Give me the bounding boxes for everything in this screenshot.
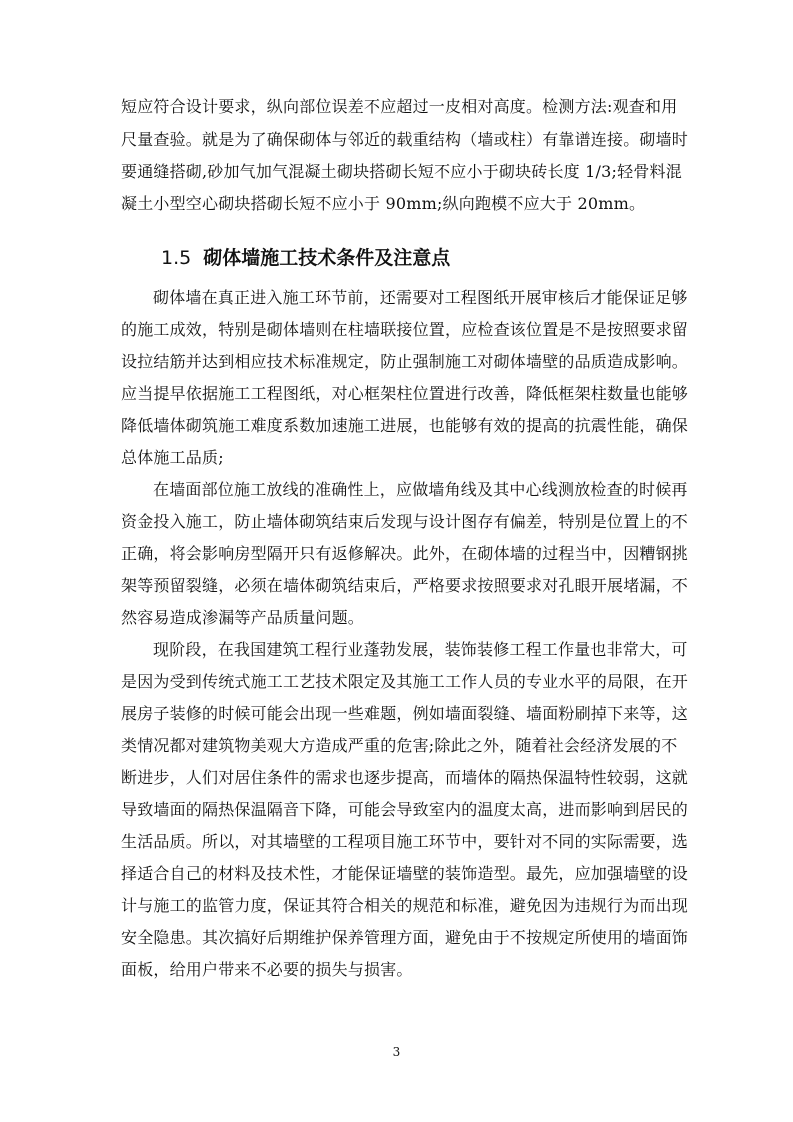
paragraph-line: 要通缝搭砌,砂加气加气混凝土砌块搭砌长短不应小于砌块砖长度 1/3;轻骨料混 — [121, 162, 682, 181]
paragraph-line: 设拉结筋并达到相应技术标准规定，防止强制施工对砌体墙壁的品质造成影响。 — [121, 352, 689, 371]
paragraph-line: 架等预留裂缝，必须在墙体砌筑结束后，严格要求按照要求对孔眼开展堵漏，不 — [121, 576, 689, 595]
paragraph-line: 导致墙面的隔热保温隔音下降，可能会导致室内的温度太高，进而影响到居民的 — [121, 800, 689, 819]
paragraph-line: 断进步，人们对居住条件的需求也逐步提高，而墙体的隔热保温特性较弱，这就 — [121, 768, 689, 787]
paragraph-line: 择适合自己的材料及技术性，才能保证墙壁的装饰造型。最先，应加强墙壁的设 — [121, 864, 689, 883]
paragraph-line: 生活品质。所以，对其墙壁的工程项目施工环节中，要针对不同的实际需要，选 — [121, 832, 689, 851]
section-heading — [161, 243, 450, 270]
paragraph-line: 然容易造成渗漏等产品质量问题。 — [121, 608, 365, 627]
paragraph-line: 降低墙体砌筑施工难度系数加速施工进展，也能够有效的提高的抗震性能，确保 — [121, 416, 689, 435]
paragraph-line: 总体施工品质; — [121, 448, 224, 467]
paragraph-line: 应当提早依据施工工程图纸，对心框架柱位置进行改善，降低框架柱数量也能够 — [121, 384, 689, 403]
paragraph-line: 类情况都对建筑物美观大方造成严重的危害;除此之外，随着社会经济发展的不 — [121, 736, 678, 755]
paragraph-line: 安全隐患。其次搞好后期维护保养管理方面，避免由于不按规定所使用的墙面饰 — [121, 928, 689, 947]
paragraph-line: 面板，给用户带来不必要的损失与损害。 — [121, 960, 413, 979]
paragraph-line: 现阶段，在我国建筑工程行业蓬勃发展，装饰装修工程工作量也非常大，可 — [153, 640, 688, 659]
paragraph-line: 凝土小型空心砌块搭砌长短不应小于 90mm;纵向跑模不应大于 20mm。 — [121, 194, 646, 213]
page-number: 3 — [392, 1045, 401, 1059]
section-number: 1.5 — [161, 247, 192, 269]
paragraph-line: 在墙面部位施工放线的准确性上，应做墙角线及其中心线测放检查的时候再 — [153, 480, 688, 499]
section-title: 砌体墙施工技术条件及注意点 — [203, 247, 451, 269]
paragraph-line: 砌体墙在真正进入施工环节前，还需要对工程图纸开展审核后才能保证足够 — [153, 288, 688, 307]
paragraph-line: 计与施工的监管力度，保证其符合相关的规范和标准，避免因为违规行为而出现 — [121, 896, 689, 915]
paragraph-line: 正确，将会影响房型隔开只有返修解决。此外，在砌体墙的过程当中，因糟钢挑 — [121, 544, 689, 563]
paragraph-line: 是因为受到传统式施工工艺技术限定及其施工工作人员的专业水平的局限，在开 — [121, 672, 689, 691]
paragraph-line: 短应符合设计要求，纵向部位误差不应超过一皮相对高度。检测方法:观查和用 — [121, 97, 678, 116]
paragraph-line: 展房子装修的时候可能会出现一些难题，例如墙面裂缝、墙面粉刷掉下来等，这 — [121, 704, 689, 723]
paragraph-line: 的施工成效，特别是砌体墙则在柱墙联接位置，应检查该位置是不是按照要求留 — [121, 320, 689, 339]
paragraph-line: 资金投入施工，防止墙体砌筑结束后发现与设计图存有偏差，特别是位置上的不 — [121, 512, 689, 531]
paragraph-line: 尺量查验。就是为了确保砌体与邻近的载重结构（墙或柱）有靠谱连接。砌墙时 — [121, 130, 689, 149]
